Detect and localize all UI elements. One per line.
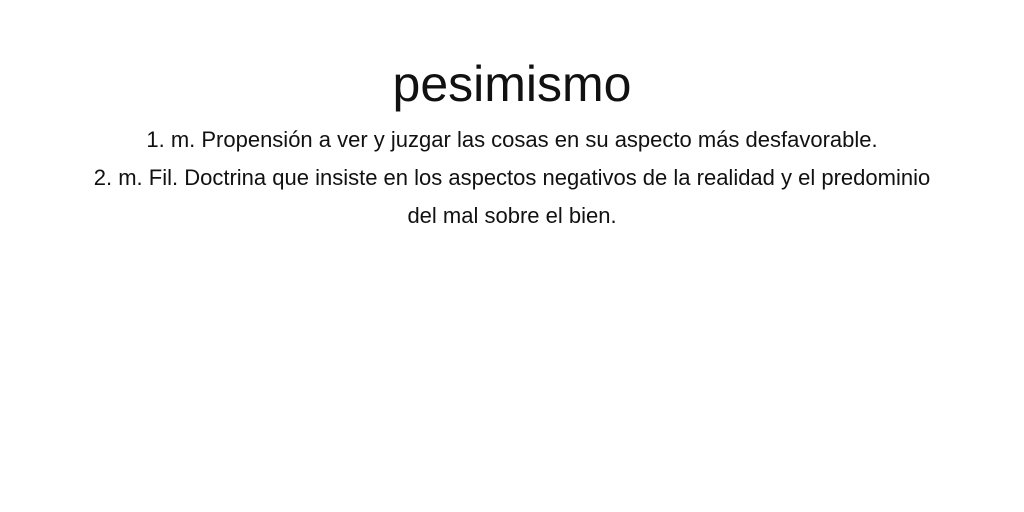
definition-item: 2. m. Fil. Doctrina que insiste en los aspectos negativos de la realidad y el predominio del mal sobre el bien. [93, 165, 931, 228]
entry-word: pesimismo [392, 56, 632, 112]
definition-list [82, 121, 942, 235]
definition-item: 1. m. Propensión a ver y juzgar las cosas en su aspecto más desfavorable. [146, 127, 878, 152]
